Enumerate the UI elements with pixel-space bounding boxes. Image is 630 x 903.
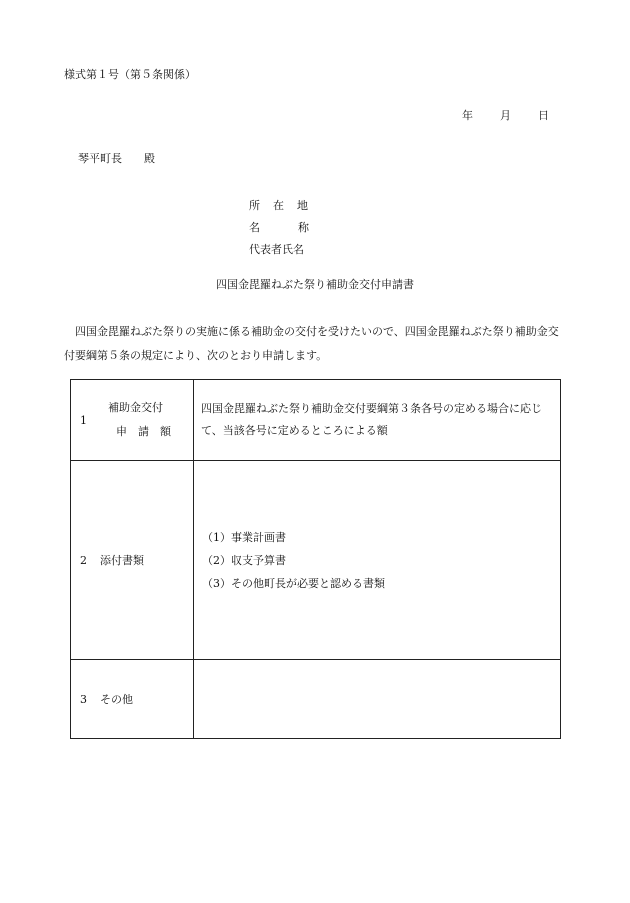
addressee-honorific: 殿 xyxy=(144,152,155,165)
addressee xyxy=(78,153,155,164)
document-title: 四国金毘羅ねぶた祭り補助金交付申請書 xyxy=(216,278,414,291)
item-number: 1 xyxy=(80,413,87,427)
address-char: 所 xyxy=(249,198,260,212)
label-line: 補助金交付 xyxy=(108,401,163,414)
application-table xyxy=(70,379,561,739)
applicant-block xyxy=(249,194,321,260)
row-label-cell xyxy=(71,461,194,660)
applicant-name-label xyxy=(249,216,321,238)
applicant-representative-label: 代表者氏名 xyxy=(249,242,304,256)
other-content xyxy=(194,660,561,739)
attachments-list xyxy=(194,461,561,660)
address-char: 地 xyxy=(297,198,308,212)
name-char: 称 xyxy=(298,220,309,234)
table-row xyxy=(71,660,561,739)
list-item: （2）収支予算書 xyxy=(202,553,286,567)
list-item: （1）事業計画書 xyxy=(202,530,286,544)
date-line xyxy=(462,110,549,121)
label-line xyxy=(108,420,171,444)
form-number: 様式第１号（第５条関係） xyxy=(64,68,196,81)
body-paragraph: 四国金毘羅ねぶた祭りの実施に係る補助金の交付を受けたいので、四国金毘羅ねぶた祭り補助金交付要綱第５条の規定により、次のとおり申請します。 xyxy=(64,325,559,362)
row-label: 添付書類 xyxy=(100,553,144,567)
label-char: 申 xyxy=(116,425,127,438)
row-label-cell xyxy=(71,380,194,461)
applicant-address-label xyxy=(249,194,321,216)
label-char: 請 xyxy=(138,425,149,438)
row-label-cell xyxy=(71,660,194,739)
list-item: （3）その他町長が必要と認める書類 xyxy=(202,576,385,590)
addressee-name: 琴平町長 xyxy=(78,152,122,165)
date-month-label: 月 xyxy=(500,109,511,122)
label-char: 額 xyxy=(160,425,171,438)
item-number: 3 xyxy=(80,692,87,706)
table-row xyxy=(71,380,561,461)
date-day-label: 日 xyxy=(538,109,549,122)
table-row xyxy=(71,461,561,660)
date-year-label: 年 xyxy=(462,109,473,122)
name-char: 名 xyxy=(249,220,260,234)
address-char: 在 xyxy=(273,198,284,212)
item-number: 2 xyxy=(80,553,87,567)
subsidy-amount-content: 四国金毘羅ねぶた祭り補助金交付要綱第３条各号の定める場合に応じて、当該各号に定めるところによる額 xyxy=(194,380,561,461)
row-label: その他 xyxy=(100,692,133,706)
